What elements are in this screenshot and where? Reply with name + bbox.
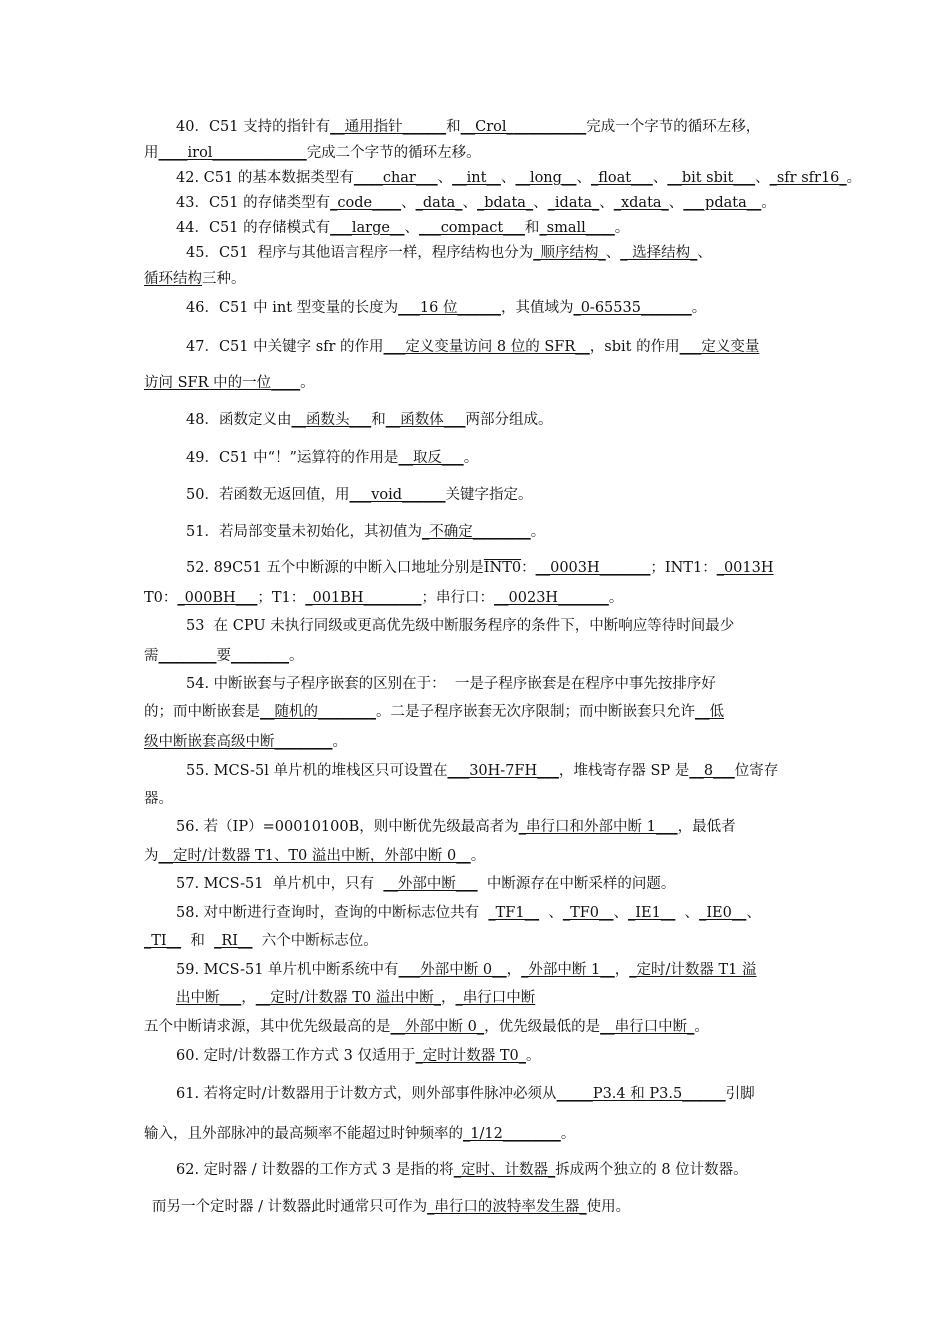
text-segment: 42. C51 的基本数据类型有 xyxy=(176,170,354,186)
answer-blank: _001BH________ xyxy=(305,590,422,606)
answer-blank: _ 选择结构_ xyxy=(620,245,698,261)
text-segment: 60. 定时/计数器工作方式 3 仅适用于 xyxy=(176,1048,416,1064)
text-segment: 44．C51 的存储模式有 xyxy=(176,220,331,236)
answer-blank: _float___ xyxy=(590,170,653,186)
answer-blank: _TF0__ xyxy=(562,905,614,921)
answer-blank: ___30H-7FH___ xyxy=(447,763,559,779)
text-line xyxy=(186,299,808,317)
text-line xyxy=(186,762,808,780)
text-line xyxy=(144,1018,808,1036)
text-line xyxy=(176,118,808,136)
text-segment: 52. 89C51 五个中断源的中断入口地址分别是 xyxy=(186,560,484,576)
answer-blank: _small____ xyxy=(539,220,615,236)
answer-blank: __外部中断 0_ xyxy=(390,1019,485,1035)
answer-blank: ___外部中断 0__ xyxy=(398,962,507,978)
text-segment: 、 xyxy=(533,195,548,211)
text-segment: 。 xyxy=(300,375,315,391)
answer-blank: _code____ xyxy=(330,195,402,211)
answer-blank: 访问 SFR 中的一位 xyxy=(144,375,272,391)
answer-blank: __int__ xyxy=(452,170,501,186)
text-line xyxy=(176,1085,808,1103)
text-segment: 和 xyxy=(524,220,540,236)
answer-blank: _定时/计数器 T1 溢 xyxy=(629,962,757,978)
text-segment: ；T1： xyxy=(257,590,306,606)
answer-blank: _0-65535_______ xyxy=(573,300,692,316)
text-line xyxy=(144,374,808,392)
answer-blank: ____ xyxy=(271,375,301,391)
text-line xyxy=(176,989,808,1007)
text-line xyxy=(144,647,808,665)
text-segment: 输入，且外部脉冲的最高频率不能超过时钟频率的 xyxy=(144,1126,463,1142)
answer-blank: _____ xyxy=(270,145,307,161)
text-segment: 。 xyxy=(614,220,630,236)
answer-blank: _定时、计数器_ xyxy=(453,1162,556,1178)
text-segment: 53 在 CPU 未执行同级或更高优先级中断服务程序的条件下，中断响应等待时间最少 xyxy=(186,618,735,634)
answer-blank: ________ xyxy=(274,734,333,750)
answer-blank: _bdata_ xyxy=(476,195,534,211)
text-segment: 六个中断标志位。 xyxy=(252,933,378,949)
answer-blank: _顺序结构_ xyxy=(533,245,606,261)
answer-blank: _串行口的波特率发生器_ xyxy=(427,1199,587,1215)
answer-blank: __Crol_ xyxy=(460,119,514,135)
text-line xyxy=(186,244,808,262)
text-segment: 54. 中断嵌套与子程序嵌套的区别在于： 一是子程序嵌套是在程序中事先按排序好 xyxy=(186,676,716,692)
answer-blank: ___pdata__ xyxy=(683,195,762,211)
text-segment: 49．C51 中“！”运算符的作用是 xyxy=(186,450,399,466)
answer-blank: __long__ xyxy=(515,170,577,186)
text-segment: 而另一个定时器 / 计数器此时通常只可作为 xyxy=(152,1199,428,1215)
text-segment: ；INT1： xyxy=(650,560,717,576)
text-line xyxy=(186,486,808,504)
text-segment: 。 xyxy=(761,195,776,211)
answer-blank: __0023H_______ xyxy=(494,590,609,606)
answer-blank: __函数头___ xyxy=(291,412,372,428)
answer-blank: _不确定________ xyxy=(421,524,531,540)
text-segment: 58. 对中断进行查询时，查询的中断标志位共有 xyxy=(176,905,489,921)
text-segment: 。 xyxy=(530,524,546,540)
answer-blank: _IE1__ xyxy=(628,905,676,921)
text-segment: 引脚 xyxy=(725,1086,755,1102)
answer-blank: __外部中断___ xyxy=(383,876,478,892)
text-segment: 45．C51 程序与其他语言程序一样，程序结构也分为 xyxy=(186,245,534,261)
text-line xyxy=(144,733,808,751)
text-segment: 和 xyxy=(371,412,386,428)
text-segment: 位寄存 xyxy=(734,763,779,779)
text-segment: 、 xyxy=(755,170,770,186)
text-segment: 中断源存在中断采样的问题。 xyxy=(477,876,676,892)
text-line xyxy=(186,523,808,541)
text-segment: 完成一个字节的循环左移， xyxy=(586,119,761,135)
text-segment: 拆成两个独立的 8 位计数器。 xyxy=(555,1162,748,1178)
answer-blank: ___void______ xyxy=(349,487,446,503)
text-segment: 。 xyxy=(289,648,304,664)
text-segment: 。 xyxy=(560,1126,576,1142)
answer-blank: __0003H_______ xyxy=(535,560,651,576)
text-line xyxy=(144,589,808,607)
text-line xyxy=(144,847,808,865)
answer-blank: __通用指针______ xyxy=(330,119,447,135)
text-segment: ， xyxy=(506,962,522,978)
text-segment: ： xyxy=(521,560,536,576)
text-line xyxy=(144,932,808,950)
answer-blank: ___定义变量 xyxy=(679,339,760,355)
answer-blank: __取反___ xyxy=(398,450,464,466)
text-line xyxy=(186,617,808,635)
text-segment: ；串行口： xyxy=(421,590,495,606)
text-segment: 、 xyxy=(675,905,700,921)
text-segment: 43．C51 的存储类型有 xyxy=(176,195,331,211)
text-segment: 。 xyxy=(691,300,707,316)
text-segment: 46．C51 中 int 型变量的长度为 xyxy=(186,300,399,316)
answer-blank: ___compact___ xyxy=(418,220,525,236)
answer-blank: _sfr sfr16_ xyxy=(769,170,847,186)
text-segment: 48．函数定义由 xyxy=(186,412,292,428)
text-segment: 。 xyxy=(846,170,862,186)
text-line xyxy=(176,169,862,187)
text-segment: 、 xyxy=(462,195,477,211)
text-segment: ， xyxy=(614,962,630,978)
text-segment: 器。 xyxy=(144,791,173,807)
text-segment: 需 xyxy=(144,648,159,664)
text-segment: 五个中断请求源，其中优先级最高的是 xyxy=(144,1019,391,1035)
answer-blank: __随机的________ xyxy=(260,704,376,720)
answer-blank: _串行口中断 xyxy=(455,990,536,1006)
text-line xyxy=(176,818,808,836)
answer-blank: _xdata_ xyxy=(613,195,669,211)
text-segment: 用 xyxy=(144,145,159,161)
text-segment: ，堆栈寄存器 SP 是 xyxy=(558,763,690,779)
text-segment: 要 xyxy=(216,648,231,664)
answer-blank: _000BH___ xyxy=(177,590,258,606)
answer-blank: 出中断___ xyxy=(176,990,242,1006)
text-segment: ，最低者 xyxy=(677,819,736,835)
text-line xyxy=(144,144,808,162)
answer-blank: _TF1__ xyxy=(488,905,540,921)
text-line xyxy=(176,194,808,212)
answer-blank: _外部中断 1__ xyxy=(521,962,615,978)
text-segment: 两部分组成。 xyxy=(465,412,553,428)
text-segment: 、 xyxy=(576,170,591,186)
text-segment: INT0 xyxy=(483,560,522,576)
text-segment: 、 xyxy=(404,220,419,236)
text-line xyxy=(176,1047,808,1065)
text-line xyxy=(144,270,808,288)
answer-blank: ____irol________ xyxy=(158,145,271,161)
answer-blank: __bit sbit___ xyxy=(667,170,756,186)
answer-blank: ________ xyxy=(158,648,217,664)
text-segment: 、 xyxy=(613,905,629,921)
answer-blank: _1/12________ xyxy=(463,1126,561,1142)
answer-blank: __串行口中断_ xyxy=(600,1019,695,1035)
text-line xyxy=(186,559,808,577)
text-segment: 50．若函数无返回值，用 xyxy=(186,487,350,503)
text-segment: 59. MCS-51 单片机中断系统中有 xyxy=(176,962,399,978)
text-segment: 、 xyxy=(746,905,761,921)
text-segment: 。 xyxy=(332,734,347,750)
answer-blank: __函数体___ xyxy=(385,412,466,428)
text-line xyxy=(152,1198,808,1216)
answer-blank: _data_ xyxy=(415,195,463,211)
text-segment: 、 xyxy=(401,195,416,211)
text-line xyxy=(186,338,808,356)
answer-blank: _RI__ xyxy=(214,933,253,949)
text-line xyxy=(144,1125,808,1143)
text-segment: 。 xyxy=(463,450,479,466)
text-line xyxy=(186,411,808,429)
text-segment: 三种。 xyxy=(202,271,246,287)
answer-blank: __低 xyxy=(695,704,724,720)
text-line xyxy=(144,703,808,721)
answer-blank: _idata_ xyxy=(547,195,600,211)
text-segment: 、 xyxy=(599,195,614,211)
answer-blank: _____P3.4 和 P3.5______ xyxy=(556,1086,726,1102)
text-segment: 、 xyxy=(539,905,563,921)
answer-blank: ___定义变量访问 8 位的 SFR__ xyxy=(383,339,590,355)
answer-blank: _IE0__ xyxy=(699,905,747,921)
text-segment: 、 xyxy=(605,245,621,261)
answer-blank: __定时/计数器 T0 溢出中断_ xyxy=(255,990,441,1006)
answer-blank: _TI__ xyxy=(144,933,182,949)
text-segment: 、 xyxy=(668,195,684,211)
text-line xyxy=(186,449,808,467)
answer-blank: ___16 位______ xyxy=(398,300,501,316)
text-segment: 51．若局部变量未初始化，其初值为 xyxy=(186,524,422,540)
text-segment: ，sbit 的作用 xyxy=(589,339,680,355)
answer-blank: __定时/计数器 T1、T0 溢出中断，外部中断 0__ xyxy=(158,848,471,864)
text-segment: 、 xyxy=(437,170,453,186)
text-segment: 和 xyxy=(181,933,215,949)
text-segment: 、 xyxy=(500,170,516,186)
text-segment: 57. MCS-51 单片机中，只有 xyxy=(176,876,384,892)
text-segment: T0： xyxy=(144,590,178,606)
text-segment: 47．C51 中关键字 sfr 的作用 xyxy=(186,339,384,355)
text-segment: 55. MCS-5l 单片机的堆栈区只可设置在 xyxy=(186,763,448,779)
text-segment: ，优先级最低的是 xyxy=(484,1019,601,1035)
text-segment: 62. 定时器 / 计数器的工作方式 3 是指的将 xyxy=(176,1162,454,1178)
text-line xyxy=(176,875,808,893)
answer-blank: __________ xyxy=(513,119,587,135)
text-segment: 。 xyxy=(470,848,486,864)
answer-blank: _串行口和外部中断 1___ xyxy=(518,819,678,835)
text-segment: ， xyxy=(441,990,456,1006)
answer-blank: ___large__ xyxy=(330,220,405,236)
text-segment: 61. 若将定时/计数器用于计数方式，则外部事件脉冲必须从 xyxy=(176,1086,557,1102)
text-segment: 关键字指定。 xyxy=(445,487,533,503)
text-segment: 、 xyxy=(652,170,668,186)
text-line xyxy=(186,675,808,693)
text-line xyxy=(176,1161,808,1179)
answer-blank: 循环结构 xyxy=(144,271,202,287)
text-segment: 。 xyxy=(608,590,624,606)
text-segment: 的；而中断嵌套是 xyxy=(144,704,260,720)
text-line xyxy=(144,790,808,808)
text-line xyxy=(176,904,808,922)
text-segment: 和 xyxy=(446,119,461,135)
text-segment: 40．C51 支持的指针有 xyxy=(176,119,331,135)
answer-blank: __8___ xyxy=(689,763,735,779)
text-segment: 56. 若（IP）=00010100B，则中断优先级最高者为 xyxy=(176,819,519,835)
text-segment: 。 xyxy=(526,1048,541,1064)
text-segment: 。 xyxy=(694,1019,709,1035)
answer-blank: 级中断嵌套高级中断 xyxy=(144,734,275,750)
text-segment: ， xyxy=(241,990,256,1006)
text-segment: 使用。 xyxy=(586,1199,631,1215)
answer-blank: _定时计数器 T0_ xyxy=(415,1048,527,1064)
text-segment: 。二是子程序嵌套无次序限制；而中断嵌套只允许 xyxy=(376,704,695,720)
answer-blank: ________ xyxy=(231,648,289,664)
text-line xyxy=(176,961,808,979)
answer-blank: ____char___ xyxy=(353,170,438,186)
text-segment: ，其值域为 xyxy=(500,300,574,316)
text-segment: 完成二个字节的循环左移。 xyxy=(306,145,481,161)
text-segment: 为 xyxy=(144,848,159,864)
text-segment: 、 xyxy=(697,245,712,261)
text-line xyxy=(176,219,808,237)
answer-blank: _0013H xyxy=(716,560,774,576)
